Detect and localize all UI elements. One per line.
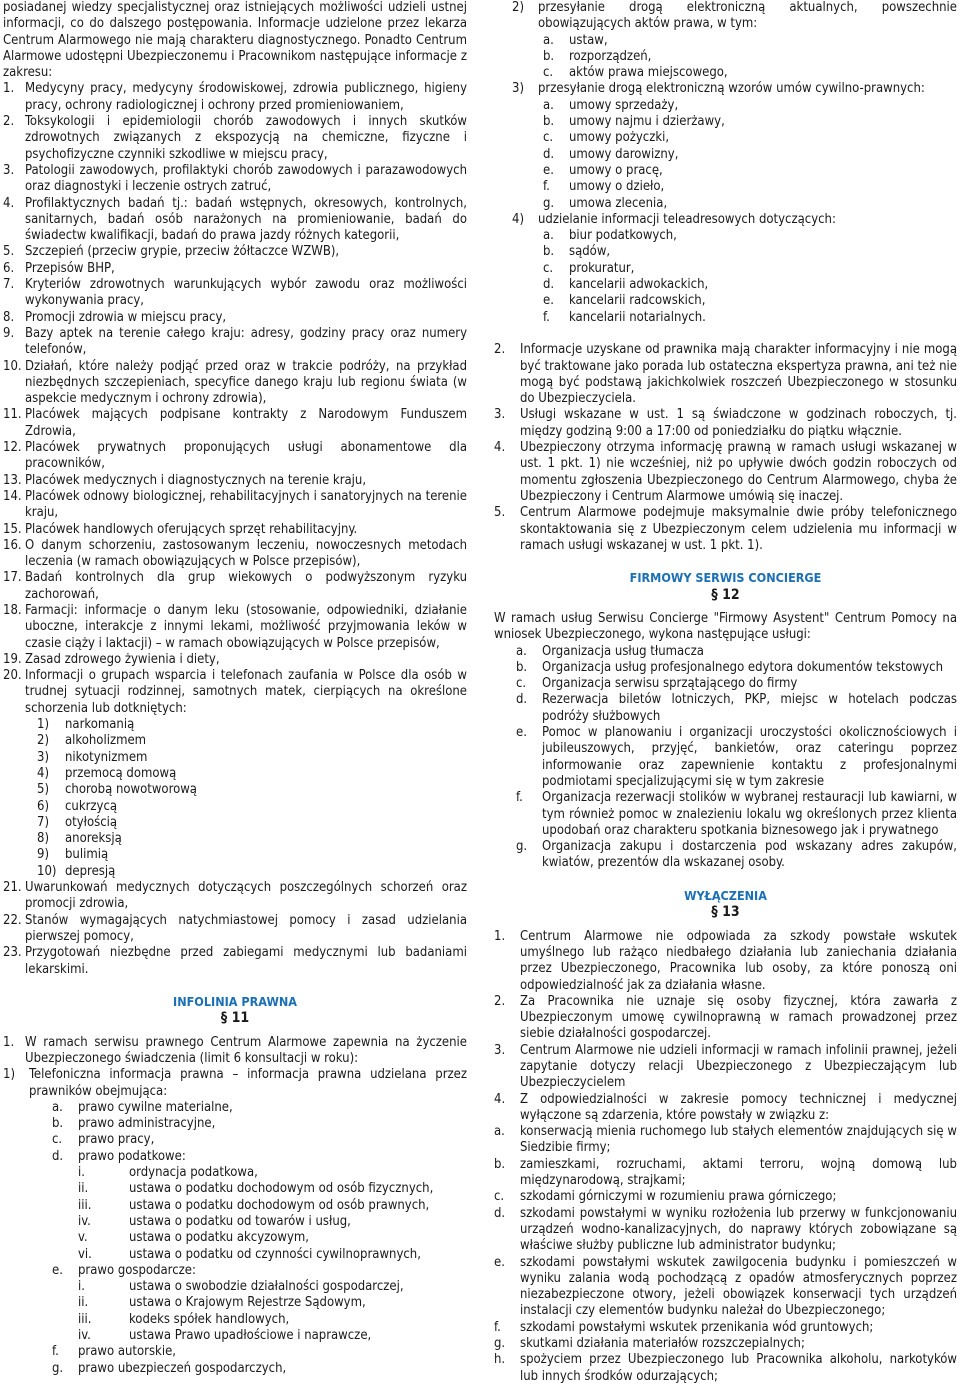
list-item: 8) anoreksją [37,831,122,847]
left-column [3,0,467,1377]
list-item: 3) przesyłanie drogą elektroniczną wzorów umów cywilno-prawnych: [512,81,925,97]
list-item: c. szkodami górniczymi w rozumieniu prawa górniczego; [494,1189,837,1205]
list-item: c. prokuratur, [543,260,635,276]
paragraph: 1. W ramach serwisu prawnego Centrum Alarmowe zapewnia na życzenie Ubezpieczonego świadczenia (limit 6 konsultacji w roku): [3,1034,467,1066]
list-item: d. szkodami powstałymi w wyniku rozłożenia lub przerwy w funkcjonowaniu urządzeń wodno-kanalizacyjnych, do naprawy których zobowiązane są właściwe służby publiczne lub administrator budynku; [494,1205,957,1254]
list-item: 3) nikotynizmem [37,749,148,765]
list-item: 14. Placówek odnowy biologicznej, rehabilitacyjnych i sanatoryjnych na terenie kraju, [3,488,467,521]
list-item: c. aktów prawa miejscowego, [543,65,728,81]
paragraph: 5. Centrum Alarmowe podejmuje maksymalnie dwie próby telefonicznego skontaktowania się z Ubezpieczonym celem udzielenia mu informacji w ramach usługi wskazanej w ust. 1 pkt. 1). [494,505,957,553]
list-item: g. Organizacja zakupu i dostarczenia pod wskazany adres zakupów, kwiatów, prezentów dla wskazanej osoby. [516,839,957,871]
law-list [3,1100,467,1377]
list-item: d. umowy darowizny, [543,146,679,162]
list-item: ii. ustawa o Krajowym Rejestrze Sądowym, [78,1295,366,1311]
list-item: a. Organizacja usług tłumacza [516,643,704,659]
list-item: ii. ustawa o podatku dochodowym od osób fizycznych, [78,1181,434,1197]
medical-info-list [3,81,467,717]
list-item: g. skutkami działania materiałów rozszczepialnych; [494,1336,805,1352]
list-item: b. sądów, [543,244,611,260]
paragraph: 4. Ubezpieczony otrzyma informację prawną w ramach usługi wskazanej w ust. 1 pkt. 1) nie wcześniej, niż po upływie dwóch godzin roboczych od momentu zgłoszenia Ubezpieczonego do Centrum Alarmowego, chyba że Ubezpieczony i Centrum Alarmowe umówią się inaczej. [494,440,957,504]
list-item: 19. Zasad zdrowego żywienia i diety, [3,651,220,667]
list-item: e. prawo gospodarcze: [52,1262,196,1278]
list-item: f. prawo autorskie, [52,1344,176,1360]
list-item: 1. Medycyny pracy, medycyny środowiskowej, zdrowia publicznego, higieny pracy, ochrony radiologicznej i ochrony przed promieniowaniem, [3,81,467,113]
list-item: iv. ustawa Prawo upadłościowe i naprawcze, [78,1328,372,1344]
list-item: 1) narkomanią [37,717,135,733]
list-item: iii. ustawa o podatku dochodowym od osób prawnych, [78,1197,430,1213]
condition-list [3,717,467,880]
list-item: d. Rezerwacja biletów lotniczych, PKP, miejsc w hotelach podczas podróży służbowych [516,692,957,724]
list-item: a. konserwacją mienia ruchomego lub stałych elementów znajdujących się w Siedzibie firmy; [494,1124,957,1156]
section-number: § 11 [220,1010,250,1027]
paragraph: W ramach usług Serwisu Concierge "Firmowy Asystent" Centrum Pomocy na wniosek Ubezpieczonego, wykona następujące usługi: [494,610,957,643]
list-item: 4) udzielanie informacji teleadresowych dotyczących: [512,211,836,227]
paragraph: 2. Informacje uzyskane od prawnika mają charakter informacyjny i nie mogą być traktowane jako porada lub ostateczna ekspertyza prawna, ani też nie mogą być podstawą jakichkolwiek roszczeń Ubezpieczonego w stosunku do Ubezpieczyciela. [494,342,957,407]
list-item: g. prawo ubezpieczeń gospodarczych, [52,1360,287,1376]
paragraph: 3. Usługi wskazane w ust. 1 są świadczone w godzinach roboczych, tj. między godziną 9:00 a 17:00 od poniedziałku do piątku włącznie. [494,407,957,439]
list-item: 2) przesyłanie drogą elektroniczną aktualnych, powszechnie obowiązujących aktów prawa, w tym: [512,0,957,32]
list-item: f. kancelarii notarialnych. [543,309,706,325]
list-item: f. szkodami powstałymi wskutek przenikania wód gruntowych; [494,1319,874,1335]
list-item: g. umowa zlecenia, [543,195,668,211]
list-item: 5) chorobą nowotworową [37,782,197,798]
list-item: a. prawo cywilne materialne, [52,1099,233,1115]
list-item: 17. Badań kontrolnych dla grup wiekowych o podwyższonym ryzyku zachorowań, [3,570,467,602]
list-item: 1) Telefoniczna informacja prawna – informacja prawna udzielana przez prawników obejmująca: [3,1067,467,1099]
list-item: 2) alkoholizmem [37,733,147,749]
list-item: c. Organizacja serwisu sprzątającego do firmy [516,676,798,692]
medical-info-list-continued [3,880,467,978]
section-number: § 12 [711,586,740,603]
paragraph: 4. Z odpowiedzialności w zakresie pomocy technicznej i medycznej wyłączone są zdarzenia, które powstały w związku z: [494,1091,957,1123]
list-item: 16. O danym schorzeniu, zastosowanym leczeniu, nowoczesnych metodach leczenia (w ramach obowiązujących w Polsce przepisów), [3,537,467,570]
list-item: b. rozporządzeń, [543,48,652,64]
list-item: 6) cukrzycą [37,798,118,814]
list-item: 11. Placówek mających podpisane kontrakty z Narodowym Funduszem Zdrowia, [3,407,467,439]
list-item: iii. kodeks spółek handlowych, [78,1311,290,1327]
list-item: iv. ustawa o podatku od towarów i usług, [78,1213,351,1229]
list-item: 4) przemocą domową [37,765,177,781]
list-item: i. ordynacja podatkowa, [78,1165,258,1181]
list-item: v. ustawa o podatku akcyzowym, [78,1230,310,1246]
list-item: b. umowy najmu i dzierżawy, [543,114,725,130]
list-item: 7. Kryteriów zdrowotnych warunkujących wybór zawodu oraz możliwości wykonywania pracy, [3,277,467,309]
list-item: h. spożyciem przez Ubezpieczonego lub Pracownika alkoholu, narkotyków lub innych środków odurzających; [494,1352,957,1384]
list-item: c. prawo pracy, [52,1132,155,1148]
list-item: 2. Toksykologii i epidemiologii chorób zawodowych i innych skutków zdrowotnych związanych z ekspozycją na chemiczne, fizyczne i psychofizyczne czynniki szkodliwe w miejscu pracy, [3,114,467,162]
list-item: b. prawo administracyjne, [52,1116,216,1132]
paragraph: 3. Centrum Alarmowe nie udzieli informacji w ramach infolinii prawnej, jeżeli zapytanie dotyczy relacji Ubezpieczonego z Ubezpieczającym lub Ubezpieczycielem [494,1042,957,1091]
list-item: e. umowy o pracę, [543,162,663,178]
section-heading: FIRMOWY SERWIS CONCIERGE [629,570,822,586]
list-item: e. szkodami powstałymi wskutek zawilgocenia budynku i pomieszczeń w wyniku zalania wodą pochodzącą z opadów atmosferycznych poprzez niezabezpieczone otwory, jeżeli obowiązek konserwacji tych urządzeń instalacji czy elementów budynku należał do Ubezpieczonego; [494,1254,957,1319]
list-item: 21. Uwarunkowań medycznych dotyczących poszczególnych schorzeń oraz promocji zdrowia, [3,880,467,912]
list-item: d. kancelarii adwokackich, [543,277,709,293]
list-item: e. Pomoc w planowaniu i organizacji uroczystości okolicznościowych i jubileuszowych, przyjęć, bankietów, oraz cateringu poprzez informowanie oraz zapewnienie kontaktu z profesjonalnymi podmiotami specjalizującymi się w tym zakresie [516,725,957,789]
section-heading: INFOLINIA PRAWNA [173,994,297,1010]
list-item: 3. Patologii zawodowych, profilaktyki chorób zawodowych i parazawodowych oraz diagnostyki i leczenie ostrych zatruć, [3,162,467,195]
list-item: a. ustaw, [543,32,608,48]
list-item: 8. Promocji zdrowia w miejscu pracy, [3,309,227,325]
list-item: 4. Profilaktycznych badań tj.: badań wstępnych, okresowych, kontrolnych, sanitarnych, badań osób narażonych na promieniowanie, badań do świadectw kwalifikacji, badań do prawa jazdy różnych kategorii, [3,195,467,244]
right-column [494,0,957,1385]
list-item: 6. Przepisów BHP, [3,260,115,276]
section-heading: WYŁĄCZENIA [684,888,767,904]
list-item: 18. Farmacji: informacje o danym leku (stosowanie, odpowiedniki, działanie uboczne, interakcje z innymi lekami, możliwość przyjmowania leków w czasie ciąży i laktacji) – w ramach obowiązujących w Polsce przepisów, [3,602,467,651]
list-item: d. prawo podatkowe: [52,1148,186,1164]
list-item: 15. Placówek handlowych oferujących sprzęt rehabilitacyjny. [3,521,358,537]
list-item: 10. Działań, które należy podjąć przed oraz w trakcie podróży, na przykład niezbędnych szczepieniach, specyfice danego kraju lub regionu świata (w aspekcie medycznym i ochrony zdrowia), [3,358,467,407]
list-item: 9. Bazy aptek na terenie całego kraju: adresy, godziny pracy oraz numery telefonów, [3,325,467,358]
list-item: 9) bulimią [37,847,109,863]
list-item: c. umowy pożyczki, [543,130,670,146]
list-item: f. Organizacja rezerwacji stolików w wybranej restauracji lub kawiarni, w tym również pomoc w znalezieniu lokalu wg określonych przez klienta upodobań oraz charakteru spotkania biznesowego jak i prywatnego [516,790,957,838]
list-item: a. biur podatkowych, [543,228,677,244]
section-number: § 13 [711,904,740,921]
intro-paragraph: posiadanej wiedzy specjalistycznej oraz istniejących możliwości udzieli ustnej informacji, co do dalszego postępowania. Informacje udzielone przez lekarza Centrum Alarmowego nie mają charakteru diagnostycznego. Ponadto Centrum Alarmowe udostępni Ubezpieczonemu i Pracownikom następujące informacje z zakresu: [3,0,467,81]
paragraph: 2. Za Pracownika nie uznaje się osoby fizycznej, która zawarła z Ubezpieczonym umowę cywilnoprawną w ramach prowadzonej przez siebie działalności gospodarczej. [494,993,957,1042]
list-item: vi. ustawa o podatku od czynności cywilnoprawnych, [78,1246,421,1262]
list-item: 7) otyłością [37,814,118,830]
list-item: b. zamieszkami, rozruchami, aktami terroru, wojną domową lub międzynarodową, strajkami; [494,1156,957,1189]
list-item: a. umowy sprzedaży, [543,97,679,113]
list-item: 20. Informacji o grupach wsparcia i telefonach zaufania w Polsce dla osób w trudnej sytuacji rodzinnej, samotnych matek, cierpiących na określone schorzenia lub dotkniętych: [3,668,467,716]
paragraph: 1. Centrum Alarmowe nie odpowiada za szkody powstałe wskutek umyślnego lub rażąco niedbałego działania lub zaniechania działania przez Ubezpieczonego, Pracownika lub osoby, za które ponoszą oni odpowiedzialność jak za działania własne. [494,928,957,993]
list-item: i. ustawa o swobodzie działalności gospodarczej, [78,1279,404,1295]
list-item: e. kancelarii radcowskich, [543,293,706,309]
list-item: 22. Stanów wymagających natychmiastowej pomocy i zasad udzielania pierwszej pomocy, [3,912,467,944]
list-item: 5. Szczepień (przeciw grypie, przeciw żółtaczce WZWB), [3,244,340,260]
list-item: 10) depresją [37,863,116,879]
list-item: 12. Placówek prywatnych proponujących usługi abonamentowe dla pracowników, [3,440,467,472]
list-item: 13. Placówek medycznych i diagnostycznych na terenie kraju, [3,472,367,488]
list-item: 23. Przygotowań niezbędne przed zabiegami medycznymi lub badaniami lekarskimi. [3,945,467,977]
list-item: b. Organizacja usług profesjonalnego edytora dokumentów tekstowych [516,659,944,675]
list-item: f. umowy o dzieło, [543,179,665,195]
